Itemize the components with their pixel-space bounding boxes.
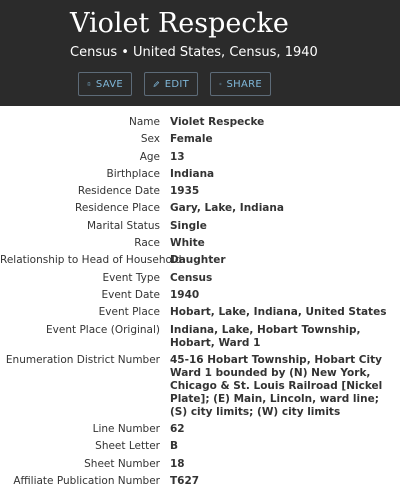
detail-row-event-type <box>0 272 400 285</box>
detail-value: B <box>170 440 179 453</box>
detail-value: 1935 <box>170 185 200 198</box>
detail-row-race <box>0 237 400 250</box>
detail-label: Birthplace <box>106 167 160 180</box>
detail-label: Enumeration District Number <box>5 353 160 366</box>
detail-label: Name <box>129 116 160 128</box>
detail-label: Sheet Number <box>84 457 160 470</box>
detail-value: 45-16 Hobart Township, Hobart City Ward 1 bounded by (N) New York, Chicago & St. Louis Railroad [Nickel Plate]; (E) Main, Lincoln, ward line; (S) city limits; (W) city limits <box>170 353 383 418</box>
detail-row-sheet-letter <box>0 440 400 453</box>
detail-value: Hobart, Lake, Indiana, United States <box>170 306 387 319</box>
detail-label: Event Type <box>102 271 160 284</box>
detail-label: Age <box>139 150 160 163</box>
detail-row-age <box>0 151 400 164</box>
detail-row-enumeration-district <box>0 354 400 419</box>
detail-value: Indiana, Lake, Hobart Township, Hobart, Ward 1 <box>170 323 361 349</box>
action-bar <box>78 72 400 96</box>
share-button-label: SHARE <box>226 78 262 90</box>
detail-label: Sheet Letter <box>95 440 160 453</box>
detail-row-line-number <box>0 423 400 436</box>
detail-label: Sex <box>140 133 160 146</box>
detail-label: Marital Status <box>87 219 160 232</box>
detail-value: Indiana <box>170 167 215 180</box>
record-subtitle: Census • United States, Census, 1940 <box>70 45 318 60</box>
detail-row-relationship <box>0 254 400 267</box>
edit-button-label: EDIT <box>164 78 189 90</box>
detail-label: Event Date <box>101 288 160 301</box>
detail-value: Census <box>170 271 213 284</box>
share-button[interactable] <box>210 72 271 96</box>
record-details <box>0 106 400 488</box>
detail-value: 1940 <box>170 288 200 301</box>
detail-label: Residence Place <box>75 202 160 215</box>
detail-row-birthplace <box>0 168 400 181</box>
detail-row-marital-status <box>0 220 400 233</box>
save-button-label: SAVE <box>95 78 123 90</box>
detail-row-affiliate-publication <box>0 475 400 488</box>
save-button[interactable] <box>78 72 132 96</box>
detail-value: T627 <box>170 475 200 488</box>
record-header <box>0 0 400 106</box>
detail-value: 18 <box>170 457 185 470</box>
detail-label: Race <box>134 237 160 250</box>
detail-value: 13 <box>170 150 185 163</box>
page-title: Violet Respecke <box>70 8 289 39</box>
detail-row-event-place-original <box>0 324 400 350</box>
detail-label: Event Place (Original) <box>46 323 160 336</box>
detail-row-sex <box>0 133 400 146</box>
detail-label: Residence Date <box>77 185 160 198</box>
detail-row-residence-date <box>0 185 400 198</box>
detail-row-event-place <box>0 306 400 319</box>
detail-label: Affiliate Publication Number <box>13 475 160 488</box>
detail-value: Female <box>170 133 213 146</box>
edit-button[interactable] <box>144 72 198 96</box>
detail-value: Violet Respecke <box>170 116 265 128</box>
detail-value: Single <box>170 219 207 232</box>
detail-label: Event Place <box>98 306 160 319</box>
detail-value: Gary, Lake, Indiana <box>170 202 284 215</box>
share-icon <box>219 79 222 89</box>
detail-value: 62 <box>170 423 185 436</box>
detail-value: White <box>170 237 205 250</box>
detail-value: Daughter <box>170 254 226 267</box>
detail-row-name <box>0 116 400 129</box>
detail-label: Relationship to Head of Household <box>0 254 182 267</box>
pencil-icon <box>153 79 160 89</box>
detail-row-residence-place <box>0 202 400 215</box>
detail-label: Line Number <box>92 423 160 436</box>
detail-row-event-date <box>0 289 400 302</box>
bookmark-icon <box>87 79 91 89</box>
detail-row-sheet-number <box>0 458 400 471</box>
